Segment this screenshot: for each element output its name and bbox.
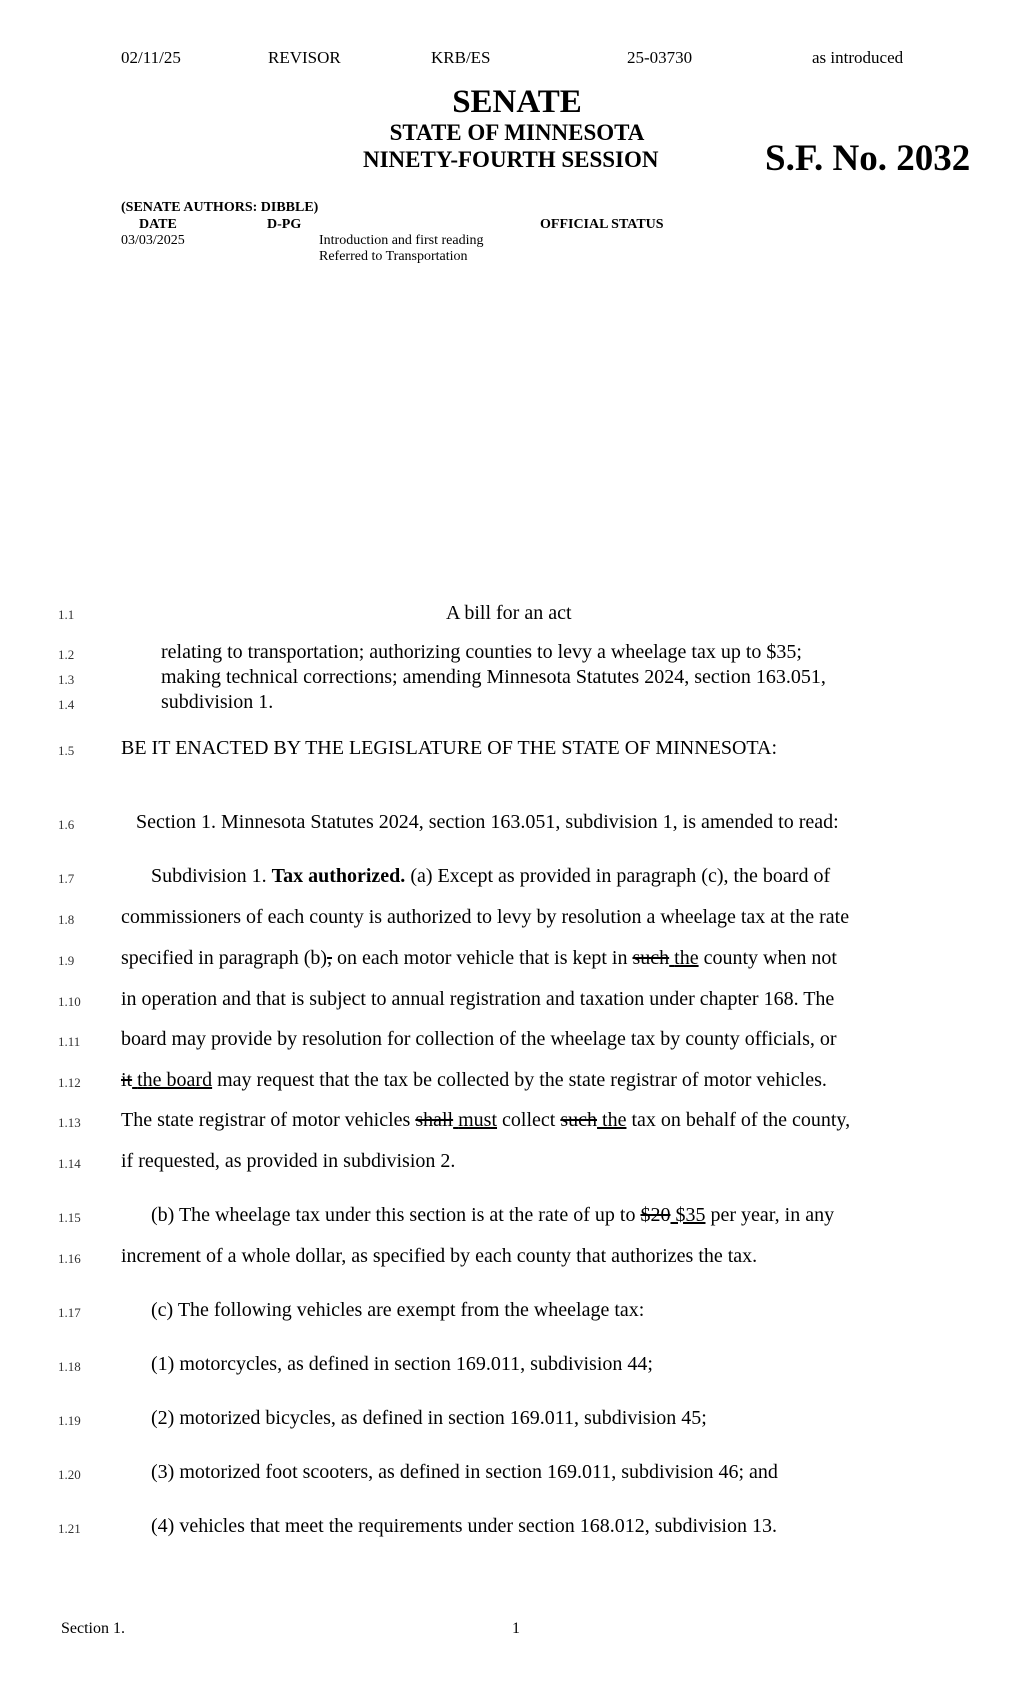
- line-number: 1.7: [58, 871, 75, 886]
- line-number: 1.15: [58, 1210, 81, 1225]
- text-line: [121, 1028, 837, 1051]
- state-title: STATE OF MINNESOTA: [389, 120, 645, 145]
- line-number: 1.9: [58, 953, 75, 968]
- line-number: 1.16: [58, 1251, 81, 1266]
- line-number: 1.12: [58, 1075, 81, 1090]
- deleted-text: it: [121, 1069, 133, 1091]
- line-number: 1.5: [58, 743, 75, 758]
- line-number: 1.6: [58, 817, 75, 832]
- footer-section: Section 1.: [61, 1620, 125, 1637]
- deleted-text: shall: [415, 1109, 454, 1131]
- text-line: [121, 1069, 827, 1092]
- text-segment: collect: [502, 1109, 556, 1131]
- list-item: (3) motorized foot scooters, as defined in section 169.011, subdivision 46; and: [151, 1461, 778, 1483]
- bill-heading: A bill for an act: [446, 602, 572, 624]
- inserted-text: ,: [845, 1109, 851, 1131]
- list-item: (2) motorized bicycles, as defined in section 169.011, subdivision 45;: [151, 1407, 707, 1429]
- header-status: as introduced: [812, 48, 904, 67]
- line-number: 1.17: [58, 1305, 81, 1320]
- inserted-text: the: [602, 1109, 627, 1131]
- authors-label: (SENATE AUTHORS: DIBBLE): [121, 200, 319, 215]
- col-official-status: OFFICIAL STATUS: [540, 217, 664, 232]
- line-number: 1.20: [58, 1467, 81, 1482]
- text-segment: tax on behalf of the county: [631, 1109, 846, 1131]
- title-line: subdivision 1.: [161, 691, 274, 713]
- line-number: 1.2: [58, 647, 75, 662]
- line-number: 1.19: [58, 1413, 81, 1428]
- entry-date: 03/03/2025: [121, 233, 185, 248]
- session-title: NINETY-FOURTH SESSION: [363, 147, 659, 172]
- text-line: commissioners of each county is authorized to levy by resolution a wheelage tax at the rate: [121, 906, 850, 928]
- line-number: 1.14: [58, 1156, 81, 1171]
- text-segment: The state registrar of motor vehicles: [121, 1109, 411, 1131]
- inserted-text: must: [458, 1109, 498, 1131]
- line-number: 1.10: [58, 994, 81, 1009]
- text-segment: may request that the tax be collected by the state registrar of motor vehicles.: [217, 1069, 827, 1091]
- text-segment: specified in paragraph (b): [121, 947, 328, 969]
- header-revisor: REVISOR: [268, 48, 341, 67]
- col-dpg: D-PG: [267, 217, 302, 232]
- text-line: [151, 865, 830, 888]
- chamber-title: SENATE: [452, 84, 582, 120]
- line-number: 1.13: [58, 1115, 81, 1130]
- text-line: (c) The following vehicles are exempt from the wheelage tax:: [151, 1299, 645, 1321]
- header-date: 02/11/25: [121, 48, 181, 67]
- text-segment: county when not: [703, 947, 837, 969]
- line-number: 1.8: [58, 912, 75, 927]
- text-segment: board may provide by resolution for collection of the wheelage tax by county officials: [121, 1028, 810, 1050]
- line-number: 1.3: [58, 672, 75, 687]
- subdivision-label: Subdivision 1.: [151, 865, 267, 887]
- inserted-text: the board: [137, 1069, 213, 1091]
- text-segment: or: [819, 1028, 837, 1050]
- entry-action-1: Introduction and first reading: [319, 233, 484, 248]
- col-date: DATE: [139, 217, 177, 232]
- line-number: 1.21: [58, 1521, 81, 1536]
- deleted-text: such: [632, 947, 670, 969]
- line-number: 1.4: [58, 697, 75, 712]
- enacting-clause: BE IT ENACTED BY THE LEGISLATURE OF THE STATE OF MINNESOTA:: [121, 737, 778, 759]
- text-line: [151, 1204, 834, 1227]
- bill-number: S.F. No. 2032: [765, 138, 971, 179]
- subdivision-heading: Tax authorized.: [271, 865, 406, 887]
- deleted-text: such: [560, 1109, 598, 1131]
- deleted-text: ,: [327, 947, 333, 969]
- text-line: increment of a whole dollar, as specified by each county that authorizes the tax.: [121, 1245, 758, 1267]
- text-segment: (b) The wheelage tax under this section is at the rate of up to: [151, 1204, 636, 1226]
- inserted-text: the: [674, 947, 699, 969]
- list-item: (1) motorcycles, as defined in section 169.011, subdivision 44;: [151, 1353, 653, 1375]
- title-line: making technical corrections; amending Minnesota Statutes 2024, section 163.051,: [161, 666, 826, 688]
- entry-action-2: Referred to Transportation: [319, 249, 468, 264]
- text-segment: (a) Except as provided in paragraph (c), the board of: [410, 865, 831, 887]
- inserted-text: ,: [809, 1028, 815, 1050]
- text-line: [121, 1109, 850, 1132]
- text-segment: on each motor vehicle that is kept in: [337, 947, 628, 969]
- line-number: 1.18: [58, 1359, 81, 1374]
- list-item: (4) vehicles that meet the requirements under section 168.012, subdivision 13.: [151, 1515, 777, 1537]
- text-line: in operation and that is subject to annual registration and taxation under chapter 168. The: [121, 988, 835, 1010]
- text-line: [121, 947, 837, 970]
- text-segment: per year, in any: [710, 1204, 835, 1226]
- header-doc-number: 25-03730: [627, 48, 693, 67]
- header-initials: KRB/ES: [431, 48, 491, 67]
- title-line: relating to transportation; authorizing counties to levy a wheelage tax up to $35;: [161, 641, 802, 663]
- line-number: 1.11: [58, 1034, 81, 1049]
- deleted-text: $20: [640, 1204, 671, 1226]
- page-number: 1: [512, 1620, 520, 1637]
- section-heading: Section 1. Minnesota Statutes 2024, section 163.051, subdivision 1, is amended to read:: [136, 811, 839, 833]
- text-line: if requested, as provided in subdivision 2.: [121, 1150, 456, 1172]
- line-number: 1.1: [58, 607, 75, 622]
- inserted-text: $35: [675, 1204, 706, 1226]
